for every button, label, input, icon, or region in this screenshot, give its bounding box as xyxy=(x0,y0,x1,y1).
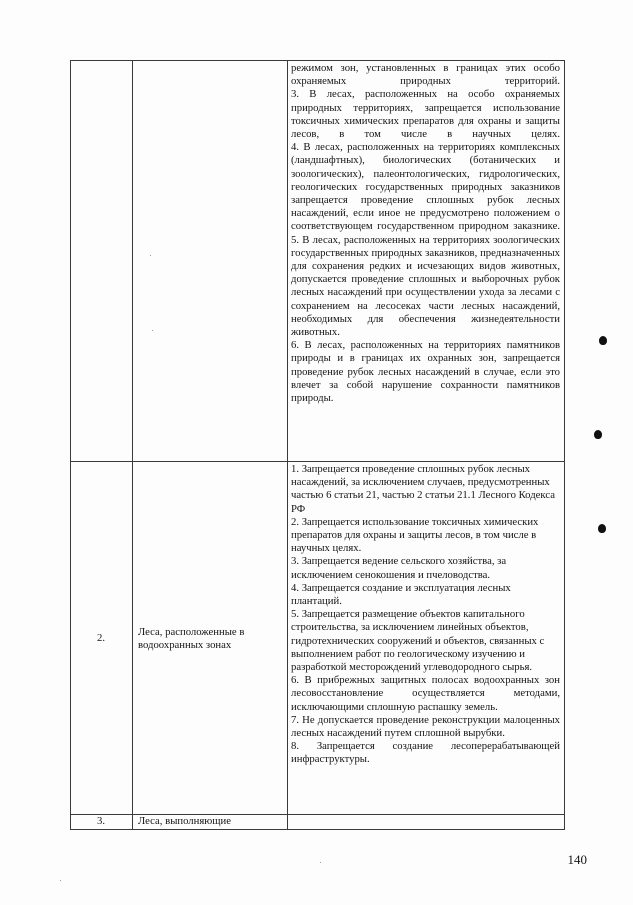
table-border-bottom xyxy=(70,829,564,830)
row-number: 2. xyxy=(96,632,105,644)
scan-speck xyxy=(150,255,151,256)
column-divider-2 xyxy=(287,60,288,830)
regime-paragraph: 8. Запрещается создание лесоперерабатывающей инфраструктуры. xyxy=(291,740,560,766)
table-row xyxy=(291,463,560,767)
regime-paragraph: 1. Запрещается проведение сплошных рубок лесных насаждений, за исключением случаев, предусмотренных частью 6 статьи 21, частью 2 статьи 21.1 Лесного Кодекса РФ xyxy=(291,463,555,515)
regime-paragraph: режимом зон, установленных в границах этих особо охраняемых природных территорий. xyxy=(291,62,560,88)
regime-paragraph: 6. В лесах, расположенных на территориях памятников природы и в границах их охранных зон, запрещается проведение рубок лесных насаждений в случае, если это влечет за собой нарушение сохранности памятников природы. xyxy=(291,339,560,405)
forest-type-cell: Леса, выполняющие xyxy=(138,815,231,827)
table-border-top xyxy=(70,60,564,61)
page-number: 140 xyxy=(567,852,587,867)
scan-speck xyxy=(60,880,61,881)
column-divider-1 xyxy=(132,60,133,830)
regime-paragraph: 3. В лесах, расположенных на особо охраняемых природных территориях, запрещается использование токсичных химических препаратов для охраны и защиты лесов, в том числе в научных целях. xyxy=(291,88,560,141)
regime-paragraph: 2. Запрещается использование токсичных химических препаратов для охраны и защиты лесов, в том числе в научных целях. xyxy=(291,515,539,555)
regime-paragraph: 6. В прибрежных защитных полосах водоохранных зон лесовосстановление осуществляется методами, исключающими сплошную распашку земель. xyxy=(291,674,560,713)
regime-paragraph: 3. Запрещается ведение сельского хозяйства, за исключением сенокошения и пчеловодства. xyxy=(291,555,507,581)
row-divider-1 xyxy=(70,461,564,462)
punch-hole-mark xyxy=(599,336,607,345)
regime-paragraph: 5. Запрещается размещение объектов капитального строительства, за исключением линейных объектов, гидротехнических сооружений и объектов, связанных с выполнением работ по геологическому изучению и разработкой месторождений углеводородного сырья. xyxy=(291,608,545,674)
punch-hole-mark xyxy=(594,430,602,439)
regime-paragraph: 7. Не допускается проведение реконструкции малоценных лесных насаждений путем сплошной вырубки. xyxy=(291,713,560,740)
regime-paragraph: 5. В лесах, расположенных на территориях зоологических государственных природных заказников, предназначенных для сохранения редких и исчезающих видов животных, допускается проведение сплошных и выборочных рубок лесных насаждений при осуществлении ухода за лесами с сохранением на лесосеках части лесных насаждений, необходимых для обеспечения жизнедеятельности животных. xyxy=(291,233,560,339)
table-border-right xyxy=(564,60,565,830)
row-number: 3. xyxy=(96,815,105,827)
forest-type-cell: Леса, расположенные в водоохранных зонах xyxy=(138,626,245,652)
table-row xyxy=(291,62,560,405)
scan-speck xyxy=(152,330,153,331)
regime-paragraph: 4. Запрещается создание и эксплуатация лесных плантаций. xyxy=(291,581,511,608)
regime-paragraph: 4. В лесах, расположенных на территориях комплексных (ландшафтных), биологических (ботанических и зоологических), палеонтологических, гидрологических, геологических государственных природных заказников запрещается проведение сплошных рубок лесных насаждений, если иное не предусмотрено положением о соответствующем государственном природном заказнике. xyxy=(291,141,560,233)
scan-speck xyxy=(320,862,321,863)
table-border-left xyxy=(70,60,71,830)
punch-hole-mark xyxy=(598,524,606,533)
